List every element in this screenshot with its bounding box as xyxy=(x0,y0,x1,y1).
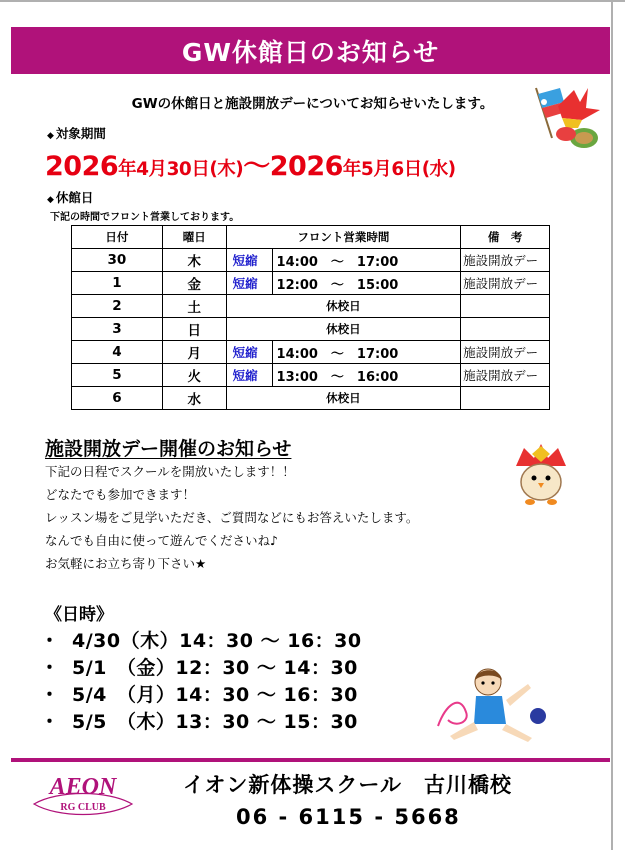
table-row xyxy=(72,387,550,410)
open-day-line: お気軽にお立ち寄り下さい★ xyxy=(45,556,207,571)
schedule-date: 5/4 （月） xyxy=(72,684,176,706)
period-start-year-kanji: 年 xyxy=(118,159,137,180)
table-row xyxy=(72,341,550,364)
bullet: ・ xyxy=(40,711,60,733)
cell-day: 水 xyxy=(162,387,226,410)
open-day-title: 施設開放デー開催のお知らせ xyxy=(45,438,292,460)
table-row xyxy=(72,318,550,341)
cell-date: 1 xyxy=(72,272,163,295)
phone-number: 06 - 6115 - 5668 xyxy=(236,805,461,829)
cell-time: 14:00 ～ 17:00 xyxy=(272,341,461,364)
bullet: ・ xyxy=(40,684,60,706)
schedule-time: 12：30 ～ 14：30 xyxy=(175,657,358,679)
period-end-month-kanji: 月 xyxy=(373,159,392,180)
cell-day: 月 xyxy=(162,341,226,364)
logo-text: AEON xyxy=(49,774,117,800)
cell-day: 土 xyxy=(162,295,226,318)
period-end-dow: (水) xyxy=(421,159,456,180)
cell-time: 14:00 ～ 17:00 xyxy=(272,249,461,272)
header-front-hours: フロント営業時間 xyxy=(226,226,461,249)
bullet: ・ xyxy=(40,630,60,652)
cell-closed: 休校日 xyxy=(226,295,461,318)
closure-note: 下記の時間でフロント営業しております。 xyxy=(50,212,240,223)
period-label: ◆ 対象期間 xyxy=(47,126,106,141)
cell-date: 5 xyxy=(72,364,163,387)
cell-time: 12:00 ～ 15:00 xyxy=(272,272,461,295)
schedule-item xyxy=(40,680,362,707)
schedule-time: 13：30 ～ 15：30 xyxy=(175,711,358,733)
page-border-right xyxy=(611,0,613,850)
aeon-rg-logo xyxy=(28,770,138,825)
period-end-day-kanji: 日 xyxy=(403,159,422,180)
schedule-title: 《日時》 xyxy=(45,605,113,625)
cell-date: 2 xyxy=(72,295,163,318)
cell-time: 13:00 ～ 16:00 xyxy=(272,364,461,387)
intro-text: GWの休館日と施設開放デーについてお知らせいたします。 xyxy=(131,96,494,112)
chick-kabuto-icon xyxy=(510,440,572,512)
bullet: ・ xyxy=(40,657,60,679)
schedule-time: 14：30 ～ 16：30 xyxy=(175,684,358,706)
closure-label-text: 休館日 xyxy=(55,190,94,205)
period-label-text: 対象期間 xyxy=(55,126,106,141)
open-day-line: どなたでも参加できます！ xyxy=(45,487,196,502)
open-day-line: なんでも自由に使って遊んでくださいね♪ xyxy=(45,533,278,548)
table-row xyxy=(72,364,550,387)
open-day-text xyxy=(45,465,418,580)
cell-date: 3 xyxy=(72,318,163,341)
open-day-line: 下記の日程でスクールを開放いたします！！ xyxy=(45,464,295,479)
cell-day: 木 xyxy=(162,249,226,272)
period-start-dow: (木) xyxy=(209,159,244,180)
cell-shortened-tag: 短縮 xyxy=(226,249,272,272)
schedule-list xyxy=(40,626,362,734)
schedule-item xyxy=(40,653,362,680)
cell-closed: 休校日 xyxy=(226,318,461,341)
header-notes: 備 考 xyxy=(461,226,550,249)
target-period xyxy=(45,144,456,183)
logo-sub-text: RG CLUB xyxy=(60,802,106,813)
footer-divider xyxy=(11,758,610,762)
cell-note: 施設開放デー xyxy=(461,364,550,387)
cell-shortened-tag: 短縮 xyxy=(226,364,272,387)
table-header-row xyxy=(72,226,550,249)
period-end-year-kanji: 年 xyxy=(342,159,361,180)
schedule-date: 4/30（木） xyxy=(72,630,180,652)
cell-day: 火 xyxy=(162,364,226,387)
cell-date: 30 xyxy=(72,249,163,272)
period-start-day-kanji: 日 xyxy=(191,159,210,180)
open-day-line: レッスン場をご見学いただき、ご質問などにもお答えいたします。 xyxy=(45,510,419,525)
schedule-date: 5/5 （木） xyxy=(72,711,176,733)
header-day: 曜日 xyxy=(162,226,226,249)
cell-date: 4 xyxy=(72,341,163,364)
schedule-item xyxy=(40,626,362,653)
origami-kabuto-carp-icon xyxy=(522,80,604,156)
period-start-month: 4 xyxy=(136,159,149,180)
cell-note-empty xyxy=(461,318,550,341)
gymnast-ribbon-icon xyxy=(436,664,548,746)
cell-day: 金 xyxy=(162,272,226,295)
closure-label: ◆ 休館日 xyxy=(47,190,94,205)
period-end-month: 5 xyxy=(360,159,374,180)
cell-note: 施設開放デー xyxy=(461,272,550,295)
period-end-day: 6 xyxy=(391,159,404,180)
period-start-year: 2026 xyxy=(45,151,119,182)
page-border-top xyxy=(0,0,625,2)
table-row xyxy=(72,249,550,272)
cell-day: 日 xyxy=(162,318,226,341)
period-start-month-kanji: 月 xyxy=(148,159,167,180)
period-end-year: 2026 xyxy=(269,151,343,182)
schedule-date: 5/1 （金） xyxy=(72,657,176,679)
cell-closed: 休校日 xyxy=(226,387,461,410)
cell-shortened-tag: 短縮 xyxy=(226,272,272,295)
header-date: 日付 xyxy=(72,226,163,249)
period-tilde: ～ xyxy=(243,151,270,182)
cell-note-empty xyxy=(461,387,550,410)
cell-shortened-tag: 短縮 xyxy=(226,341,272,364)
school-name: イオン新体操スクール 古川橋校 xyxy=(183,773,512,797)
schedule-time: 14：30 ～ 16：30 xyxy=(179,630,362,652)
table-row xyxy=(72,272,550,295)
cell-note-empty xyxy=(461,295,550,318)
cell-note: 施設開放デー xyxy=(461,249,550,272)
cell-note: 施設開放デー xyxy=(461,341,550,364)
cell-date: 6 xyxy=(72,387,163,410)
page-title: GW休館日のお知らせ xyxy=(11,27,610,74)
period-start-day: 30 xyxy=(166,159,192,180)
front-hours-table xyxy=(71,225,550,410)
table-row xyxy=(72,295,550,318)
schedule-item xyxy=(40,707,362,734)
